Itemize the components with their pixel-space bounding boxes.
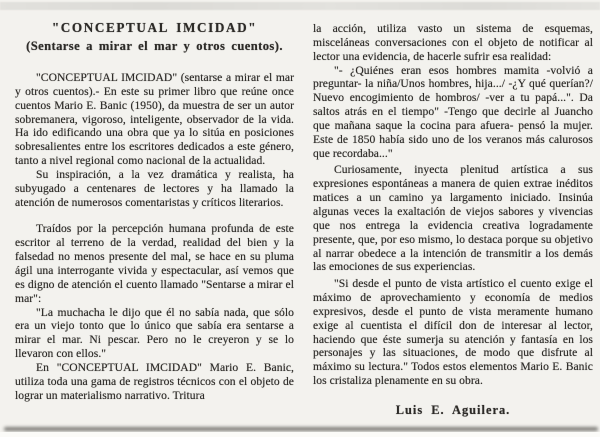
paragraph-intro: "CONCEPTUAL IMCIDAD" (sentarse a mirar el mar y otros cuentos).- En este su primer libro que reúne once cuentos Mario E. Banic (1950), da muestra de ser un autor sobremanera, vigoroso, inteligente, observador de la vida. Ha ido edificando una obra que ya lo sitúa en posiciones sobresalientes entre los escritores dedicados a este género, tanto a nivel regional como nacional de la actualidad. [15,71,294,168]
scan-bottom-edge [4,427,598,431]
paragraph-perception: Traídos por la percepción humana profunda de este escritor al terreno de la verdad, realidad del bien y la falsedad no menos presente del mal, se hace en su pluma ágil una interrogante vivida y espectacular, así vemos que es digno de atención el cuento llamado "Sentarse a mirar el mar": [15,222,294,305]
two-column-layout [15,13,593,418]
left-column [15,13,294,418]
paragraph-story-quote: "La muchacha le dijo que él no sabía nada, que sólo era un viejo tonto que lo único que sabía era sentarse a mirar el mar. Ni pescar. Pero no le creyeron y se lo llevaron con ellos." [15,305,294,361]
scan-bottom-margin [0,432,600,437]
paragraph-inspiration: Su inspiración, a la vez dramática y realista, ha subyugado a centenares de lectores y ha llamado la atención de numerosos comentaristas y críticos literarios. [15,167,294,209]
paragraph-dialogue-quote: "- ¿Quiénes eran esos hombres mamita -volvió a preguntar- la niña/Unos hombres, hija.../ -¿Y qué querían?/ Nuevo encogimiento de hombros/ -ver a tu papá...". Da saltos atrás en el tiempo" -Tengo que decirle al Juancho que mañana saque la cocina para afuera- pensó la mujer. Este de 1850 había sido uno de los veranos más calurosos que recordaba..." [313,63,593,160]
paragraph-technique-continued: la acción, utiliza vasto un sistema de esquemas, misceláneas conversaciones con el objeto de notificar al lector una evidencia, de hacerle sufrir esa realidad: [313,22,593,63]
right-column [313,13,593,418]
paragraph-technique: En "CONCEPTUAL IMCIDAD" Mario E. Banic, utiliza toda una gama de registros técnicos con el objeto de lograr un materialismo narrativo. Tritura [15,360,294,402]
paragraph-artistic-plenitude: Curiosamente, inyecta plenitud artística a sus expresiones espontáneas a manera de quien extrae inéditos matices a un camino ya largamento iniciado. Insinúa algunas veces la exaltación de viejos sabores y vivencias que nos entrega la evidencia creativa logradamente presente, que, por eso mismo, lo destaca porque su objetivo al narrar obedece a la intención de transmitir a los demás las emociones de sus experiencias. [313,163,593,274]
article-title: "CONCEPTUAL IMCIDAD" [51,20,258,35]
author-signature: Luis E. Aguilera. [395,402,511,417]
paragraph-artistic-view: "Si desde el punto de vista artístico el cuento exige el máximo de aprovechamiento y economía de medios expresivos, desde el punto de vista meramente humano exige al cuentista el difícil don de interesar al lector, haciendo que éste sumerja su atención y fantasía en los personajes y las situaciones, de modo que disfrute al máximo su lectura." Todos estos elementos Mario E. Banic los cristaliza plenamente en su obra. [313,277,593,388]
article-subtitle: (Sentarse a mirar el mar y otros cuentos). [26,39,283,53]
scan-top-edge [0,2,600,10]
